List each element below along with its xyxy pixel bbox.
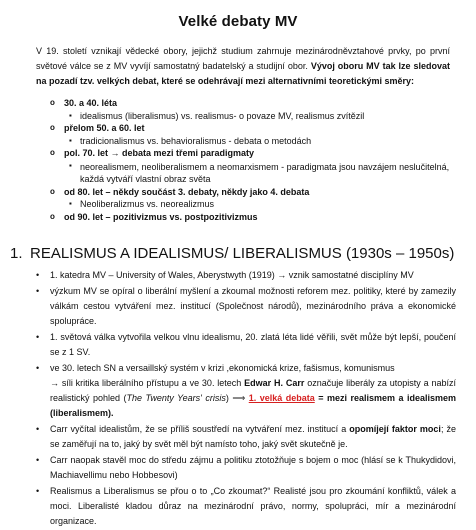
outline-item: o od 90. let – pozitivizmus vs. postpozitivizmus <box>48 211 458 224</box>
bullet-list <box>36 268 456 530</box>
list-item: • 1. světová válka vytvořila velkou vlnu idealismu, 20. zlatá léta lidé věřili, svět může být lepší, poučení se z 1 SV. <box>36 330 456 360</box>
outline-subitem: ▪ tradicionalismus vs. behavioralismus - debata o metodách <box>48 135 458 148</box>
list-item-text: označuje liberály za utopisty a nabízí realistický pohled ( <box>50 378 456 403</box>
list-item: • Carr naopak stavěl moc do středu zájmu a politiku ztotožňuje s bojem o moc (hlásí se k Thukydidovi, Machiavellimu nebo Hobbesovi) <box>36 453 456 483</box>
intro-text: V 19. století vznikají vědecké obory, jejichž studium zahrnuje mezinárodněvztahové prvky, po první světové válce se z MV vyvíjí samostatný badatelský a studijní obor. <box>36 46 450 71</box>
book-title: The Twenty Years' crisis <box>126 393 226 403</box>
list-item-bold-text: = mezi realismem a idealismem (liberalismem). <box>50 393 456 418</box>
intro-bold-text: Vývoj oboru MV tak lze sledovat na pozadí tzv. velkých debat, které se odehrávají mezi alternativními teoretickými směry: <box>36 61 450 86</box>
outline-item: o od 80. let – někdy součást 3. debaty, někdy jako 4. debata <box>48 186 458 199</box>
list-item <box>36 422 456 452</box>
debates-outline <box>48 97 458 223</box>
list-item <box>36 361 456 421</box>
intro-paragraph <box>36 44 450 89</box>
list-item: • výzkum MV se opíral o liberální myšlení a zkoumal možnosti reforem mez. politiky, které by zamezily válkám cestou vytváření mez. institucí (Společnost národů), mezinárodního práva a ekonomické spolupráce. <box>36 284 456 329</box>
outline-subitem: ▪ Neoliberalizmus vs. neorealizmus <box>48 198 458 211</box>
outline-item: o pol. 70. let → debata mezi třemi paradigmaty <box>48 147 458 160</box>
outline-subitem: ▪ idealismus (liberalismus) vs. realismus- o povaze MV, realismus zvítězil <box>48 110 458 123</box>
outline-item: o přelom 50. a 60. let <box>48 122 458 135</box>
section-number: 1. <box>10 245 23 262</box>
list-item-text: ; že se zaměřují na to, jaký by svět měl být namísto toho, jaký svět skutečně je. <box>50 424 457 449</box>
outline-subitem: ▪ neorealismem, neoliberalismem a neomarxismem - paradigmata jsou navzájem neslučitelná, každá vytváří vlastní obraz světa <box>48 160 458 186</box>
section-heading <box>10 245 454 262</box>
list-item: • 1. katedra MV – University of Wales, Aberystwyth (1919) → vznik samostatné disciplíny MV <box>36 268 456 283</box>
list-item-text: → síli kritika liberálního přístupu a ve 30. letech <box>50 378 242 388</box>
first-debate-link[interactable]: 1. velká debata <box>248 393 315 403</box>
list-item: • Realismus a Liberalismus se přou o to „Co zkoumat?“ Realisté jsou pro zkoumání konfliktů, válek a moci. Liberalisté kladou důraz na mezinárodní právo, normy, spolupráci, mír a mezinárodní organizace. <box>36 484 456 529</box>
list-item-text: ve 30. letech SN a versaillský systém v krizi ,ekonomická krize, fašismus, komunismus <box>50 363 395 373</box>
section-heading-text: REALISMUS A IDEALISMUS/ LIBERALISMUS (1930s – 1950s) <box>30 245 455 262</box>
list-item-bold-text: opomíjejí faktor moci <box>349 424 441 434</box>
author-name: Edwar H. Carr <box>244 378 305 388</box>
outline-item: o 30. a 40. léta <box>48 97 458 110</box>
list-item-text: Carr vyčítal idealistům, že se příliš soustředí na vytváření mez. institucí a <box>50 424 347 434</box>
list-item-text: ) ⟹ <box>225 393 246 403</box>
document-title: Velké debaty MV <box>178 13 298 30</box>
